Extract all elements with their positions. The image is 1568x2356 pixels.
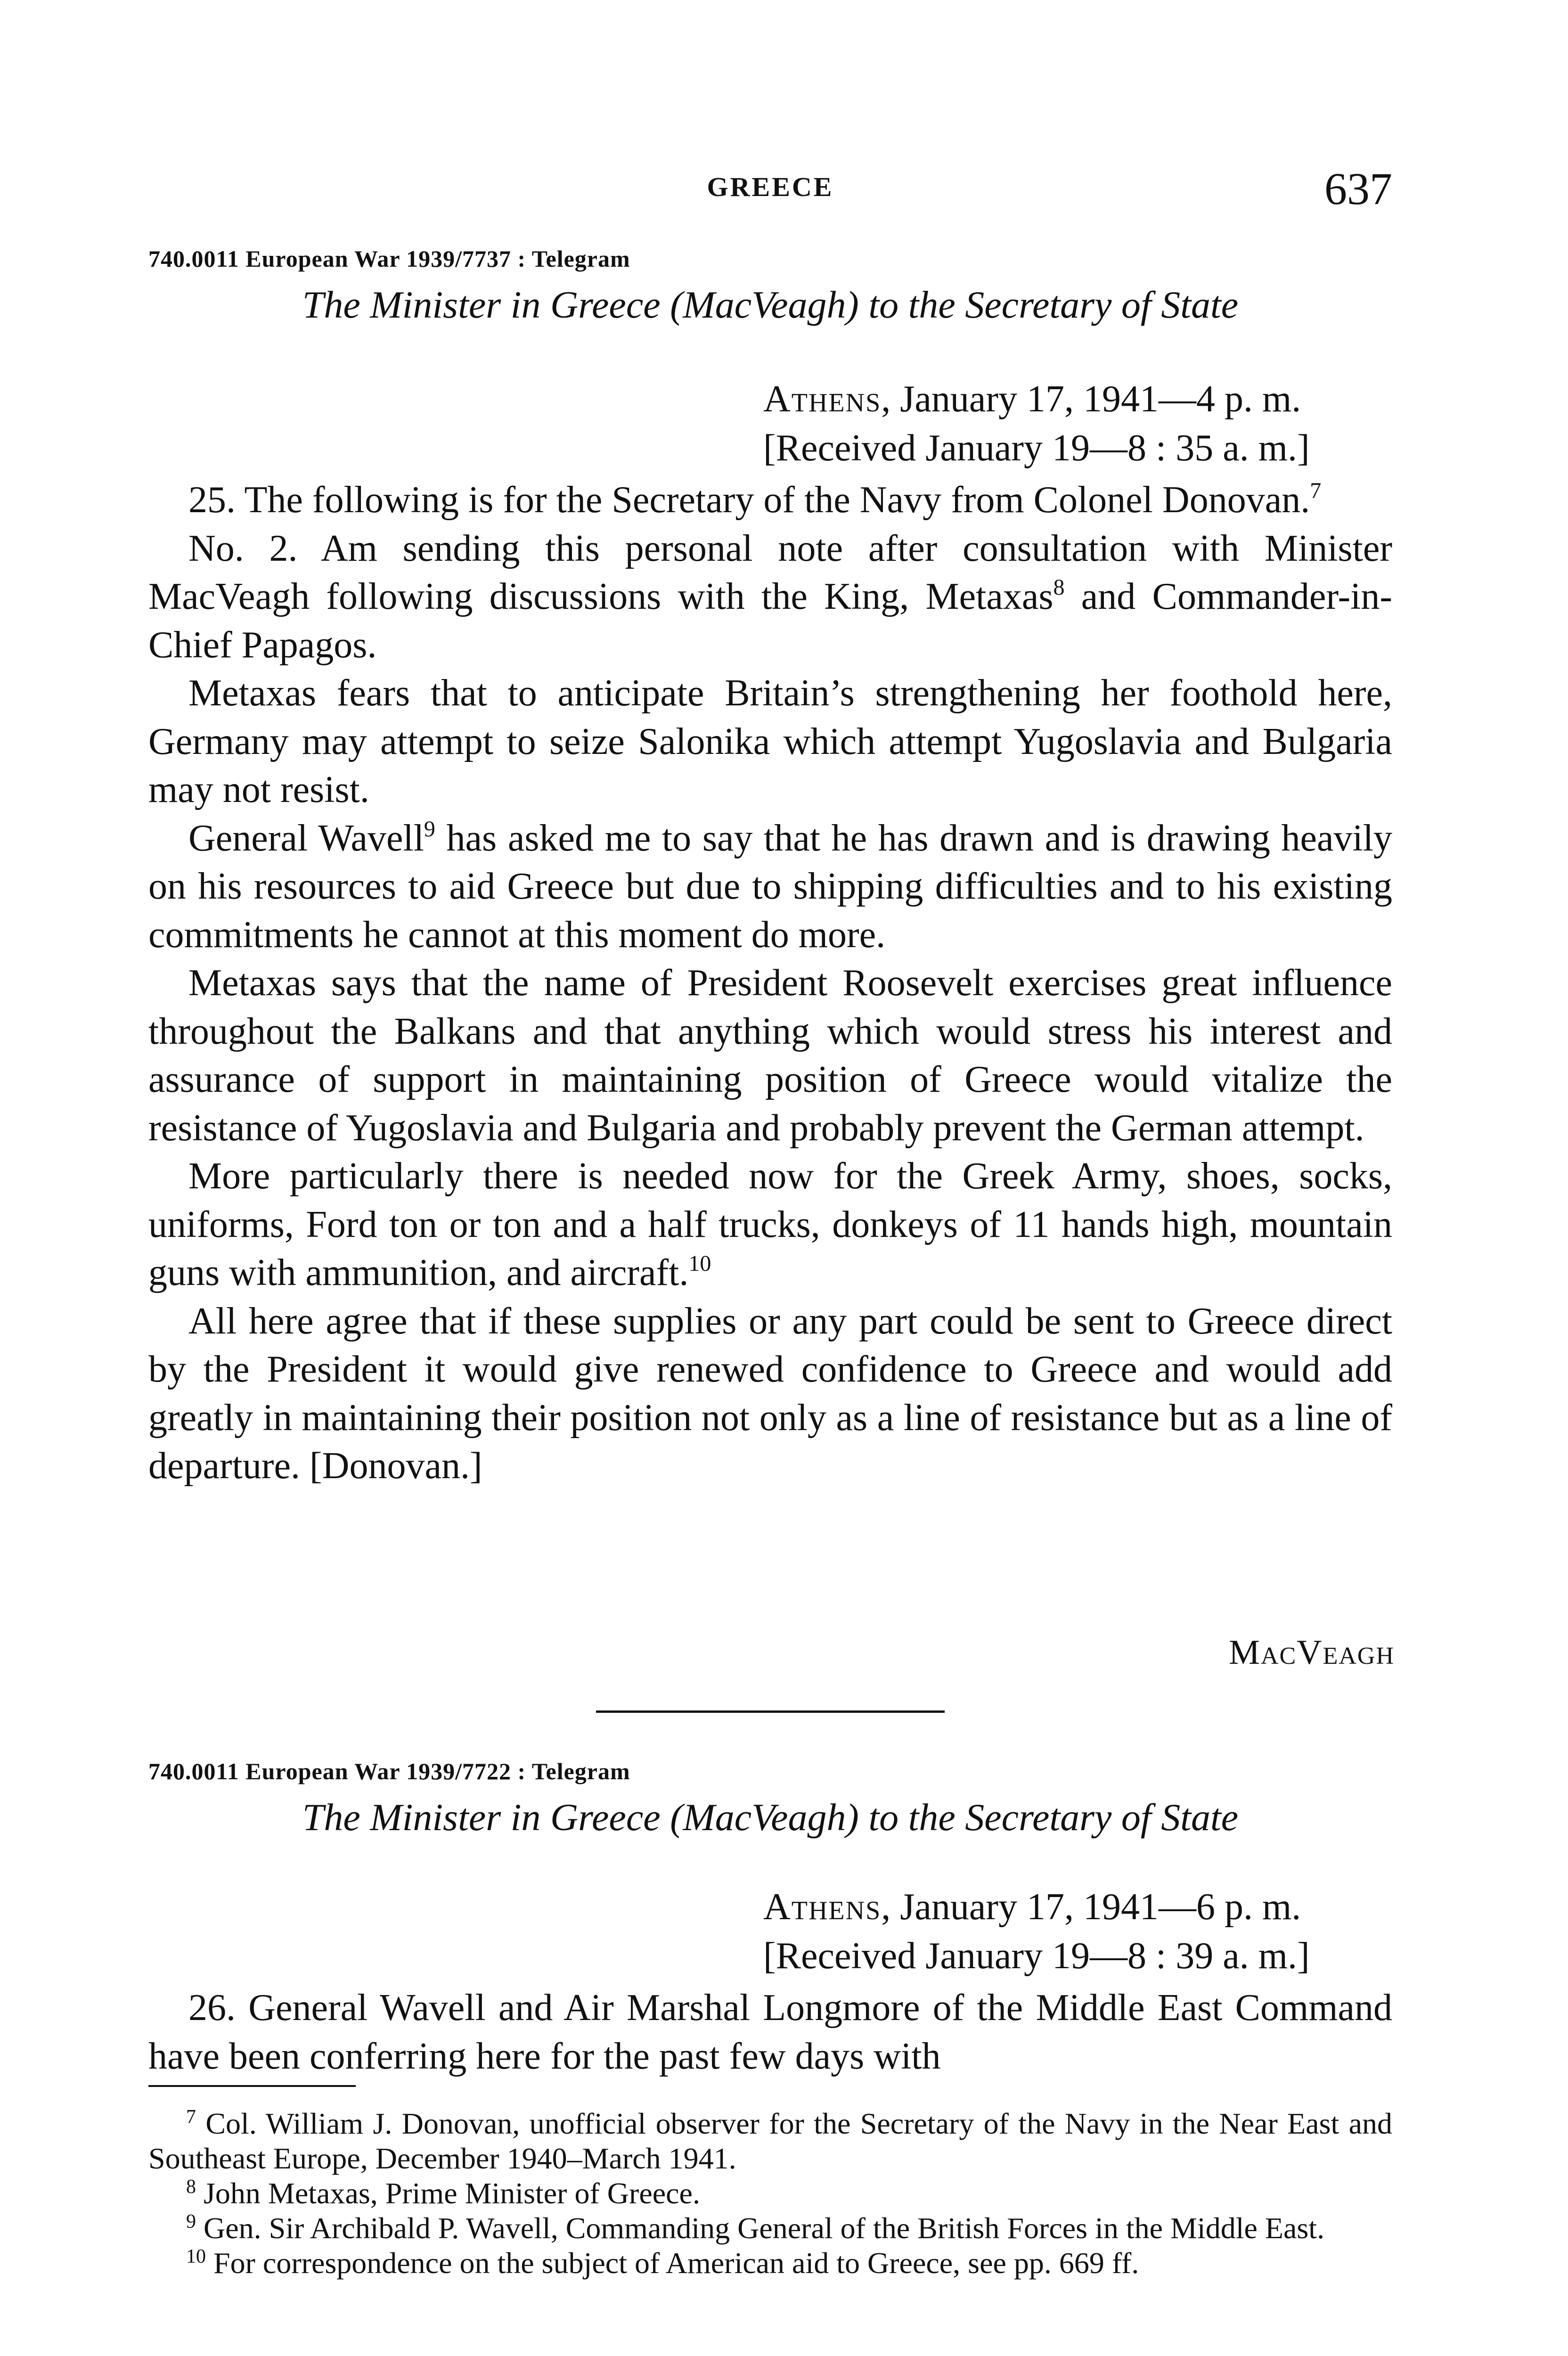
paragraph	[148, 524, 1392, 670]
footnote	[148, 2176, 1392, 2211]
footnote-text: Col. William J. Donovan, unofficial observer for the Secretary of the Navy in the Near East and Southeast Europe, December 1940–March 1941.	[148, 2107, 1393, 2175]
paragraph-text: More particularly there is needed now for the Greek Army, shoes, socks, uniforms, Ford ton or ton and a half trucks, donkeys of 11 hands high, mountain guns with ammunition, and aircraft.	[148, 1155, 1392, 1293]
paragraph-text: 26. General Wavell and Air Marshal Longmore of the Middle East Command have been conferring here for the past few days with	[148, 1987, 1392, 2077]
paragraph	[148, 1297, 1392, 1490]
footnote	[148, 2211, 1392, 2246]
paragraph-text: No. 2. Am sending this personal note after consultation with Minister MacVeagh following discussions with the King, Metaxas	[148, 527, 1392, 617]
file-reference: 740.0011 European War 1939/7737 : Telegram	[148, 245, 630, 272]
footnote-number: 7	[186, 2106, 196, 2128]
footnote-ref: 7	[1310, 478, 1322, 503]
dateline-sent-time: , January 17, 1941—6 p. m.	[881, 1886, 1301, 1928]
paragraph-text: All here agree that if these supplies or any part could be sent to Greece direct by the President it would give renewed confidence to Greece and would add greatly in maintaining their position not only as a line of resistance but as a line of departure. [Donovan.]	[148, 1300, 1392, 1487]
signature: MacVeagh	[1229, 1633, 1395, 1672]
dateline-sent	[763, 1882, 1395, 1931]
paragraph	[148, 1984, 1392, 2080]
paragraph	[148, 1152, 1392, 1297]
paragraph-text: Metaxas says that the name of President Roosevelt exercises great influence throughout the Balkans and that anything which would stress his interest and assurance of support in maintaining position of Greece would vitalize the resistance of Yugoslavia and Bulgaria and probably prevent the German attempt.	[148, 962, 1392, 1149]
footnote-ref: 9	[424, 816, 435, 842]
footnote-number: 9	[186, 2211, 196, 2233]
footnote	[148, 2106, 1392, 2176]
running-title: GREECE	[707, 172, 834, 202]
footnote-ref: 8	[1053, 575, 1065, 600]
dateline-received: [Received January 19—8 : 35 a. m.]	[763, 427, 1310, 469]
footnote	[148, 2246, 1392, 2281]
page-number: 637	[1324, 164, 1392, 214]
document-heading: The Minister in Greece (MacVeagh) to the Secretary of State	[302, 1796, 1239, 1839]
paragraph-text: and Commander-in-Chief Papagos.	[148, 576, 1392, 666]
footnote-text: For correspondence on the subject of American aid to Greece, see pp. 669 ff.	[213, 2246, 1139, 2280]
paragraph-text: Metaxas fears that to anticipate Britain’s strengthening her foothold here, Germany may attempt to seize Salonika which attempt Yugoslavia and Bulgaria may not resist.	[148, 672, 1392, 810]
dateline-received: [Received January 19—8 : 39 a. m.]	[763, 1935, 1310, 1977]
document-heading: The Minister in Greece (MacVeagh) to the Secretary of State	[302, 283, 1239, 326]
footnote-text: Gen. Sir Archibald P. Wavell, Commanding General of the British Forces in the Middle East.	[204, 2211, 1325, 2245]
dateline-place: Athens	[763, 1886, 882, 1928]
paragraph	[148, 959, 1392, 1152]
paragraph-text: 25. The following is for the Secretary of the Navy from Colonel Donovan.	[188, 479, 1310, 521]
file-reference: 740.0011 European War 1939/7722 : Telegram	[148, 1758, 630, 1784]
paragraph	[148, 476, 1392, 524]
dateline	[763, 375, 1395, 473]
dateline-sent-time: , January 17, 1941—4 p. m.	[881, 378, 1301, 420]
footnote-ref: 10	[688, 1251, 711, 1276]
footnote-text: John Metaxas, Prime Minister of Greece.	[204, 2176, 700, 2210]
paragraph-text: General Wavell	[188, 817, 424, 859]
footnote-number: 8	[186, 2176, 196, 2198]
dateline-place: Athens	[763, 378, 882, 420]
dateline-sent	[763, 375, 1395, 424]
footnotes	[148, 2106, 1392, 2281]
footnote-number: 10	[186, 2246, 206, 2267]
paragraph	[148, 814, 1392, 959]
document-body	[148, 476, 1392, 1490]
footnote-rule	[148, 2085, 356, 2087]
document-body	[148, 1984, 1392, 2080]
running-head	[148, 163, 1392, 214]
dateline	[763, 1882, 1395, 1980]
paragraph	[148, 669, 1392, 814]
paragraph-text: has asked me to say that he has drawn and is drawing heavily on his resources to aid Greece but due to shipping difficulties and to his existing commitments he cannot at this moment do more.	[148, 817, 1392, 956]
section-divider	[596, 1710, 945, 1713]
